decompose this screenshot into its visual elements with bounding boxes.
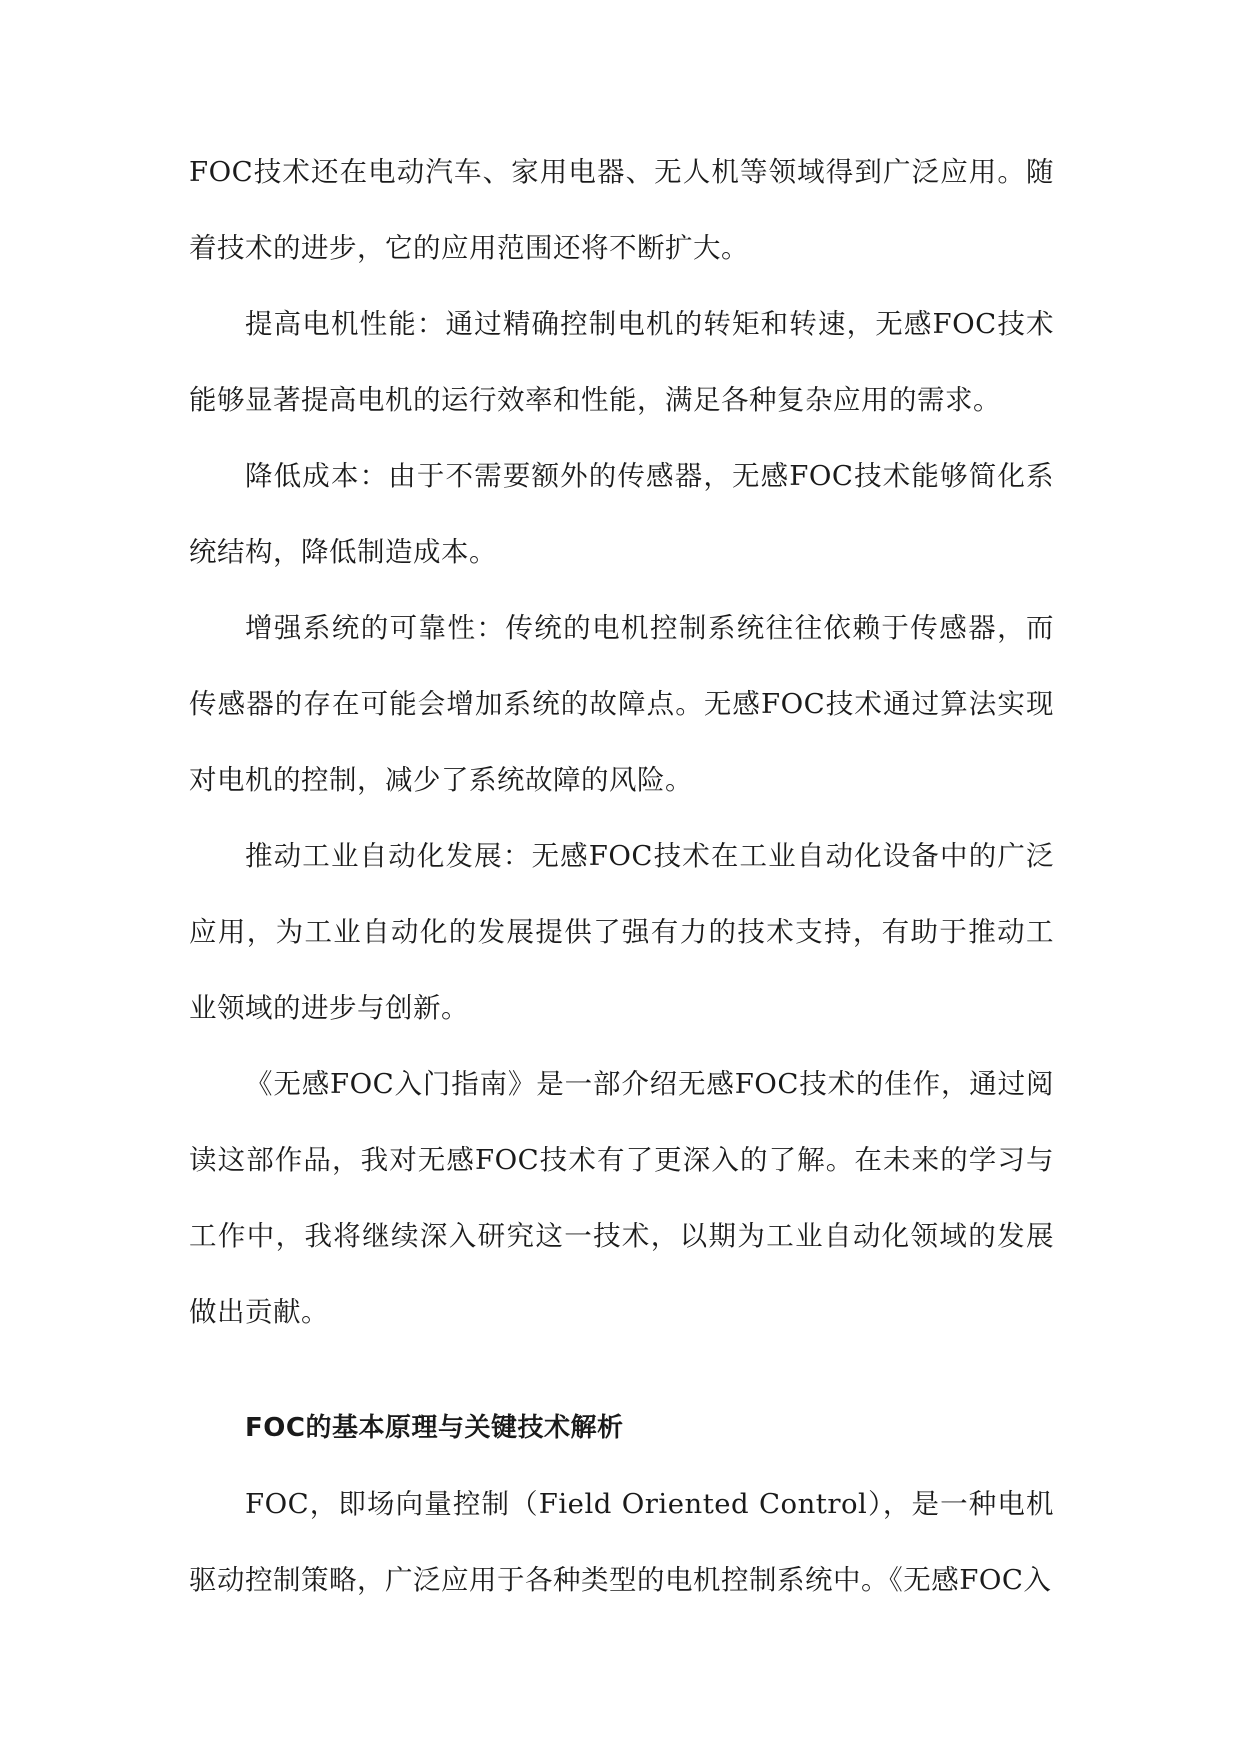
paragraph-industrial-automation: 推动工业自动化发展：无感FOC技术在工业自动化设备中的广泛应用，为工业自动化的发展提供了强有力的技术支持，有助于推动工业领域的进步与创新。 xyxy=(189,840,1054,1024)
paragraph-book-summary: 《无感FOC入门指南》是一部介绍无感FOC技术的佳作，通过阅读这部作品，我对无感FOC技术有了更深入的了解。在未来的学习与工作中，我将继续深入研究这一技术，以期为工业自动化领域的发展做出贡献。 xyxy=(189,1068,1054,1328)
paragraph-foc-applications: FOC技术还在电动汽车、家用电器、无人机等领域得到广泛应用。随着技术的进步，它的应用范围还将不断扩大。 xyxy=(189,156,1054,264)
paragraph-reduce-cost: 降低成本：由于不需要额外的传感器，无感FOC技术能够简化系统结构，降低制造成本。 xyxy=(189,460,1054,568)
paragraph-reliability: 增强系统的可靠性：传统的电机控制系统往往依赖于传感器，而传感器的存在可能会增加系统的故障点。无感FOC技术通过算法实现对电机的控制，减少了系统故障的风险。 xyxy=(189,612,1054,796)
paragraph-improve-performance: 提高电机性能：通过精确控制电机的转矩和转速，无感FOC技术能够显著提高电机的运行效率和性能，满足各种复杂应用的需求。 xyxy=(189,308,1054,416)
paragraph-foc-definition: FOC，即场向量控制（Field Oriented Control），是一种电机驱动控制策略，广泛应用于各种类型的电机控制系统中。《无感FOC入 xyxy=(189,1488,1054,1596)
document-body xyxy=(189,134,1054,1618)
section-heading: FOC的基本原理与关键技术解析 xyxy=(245,1413,624,1443)
